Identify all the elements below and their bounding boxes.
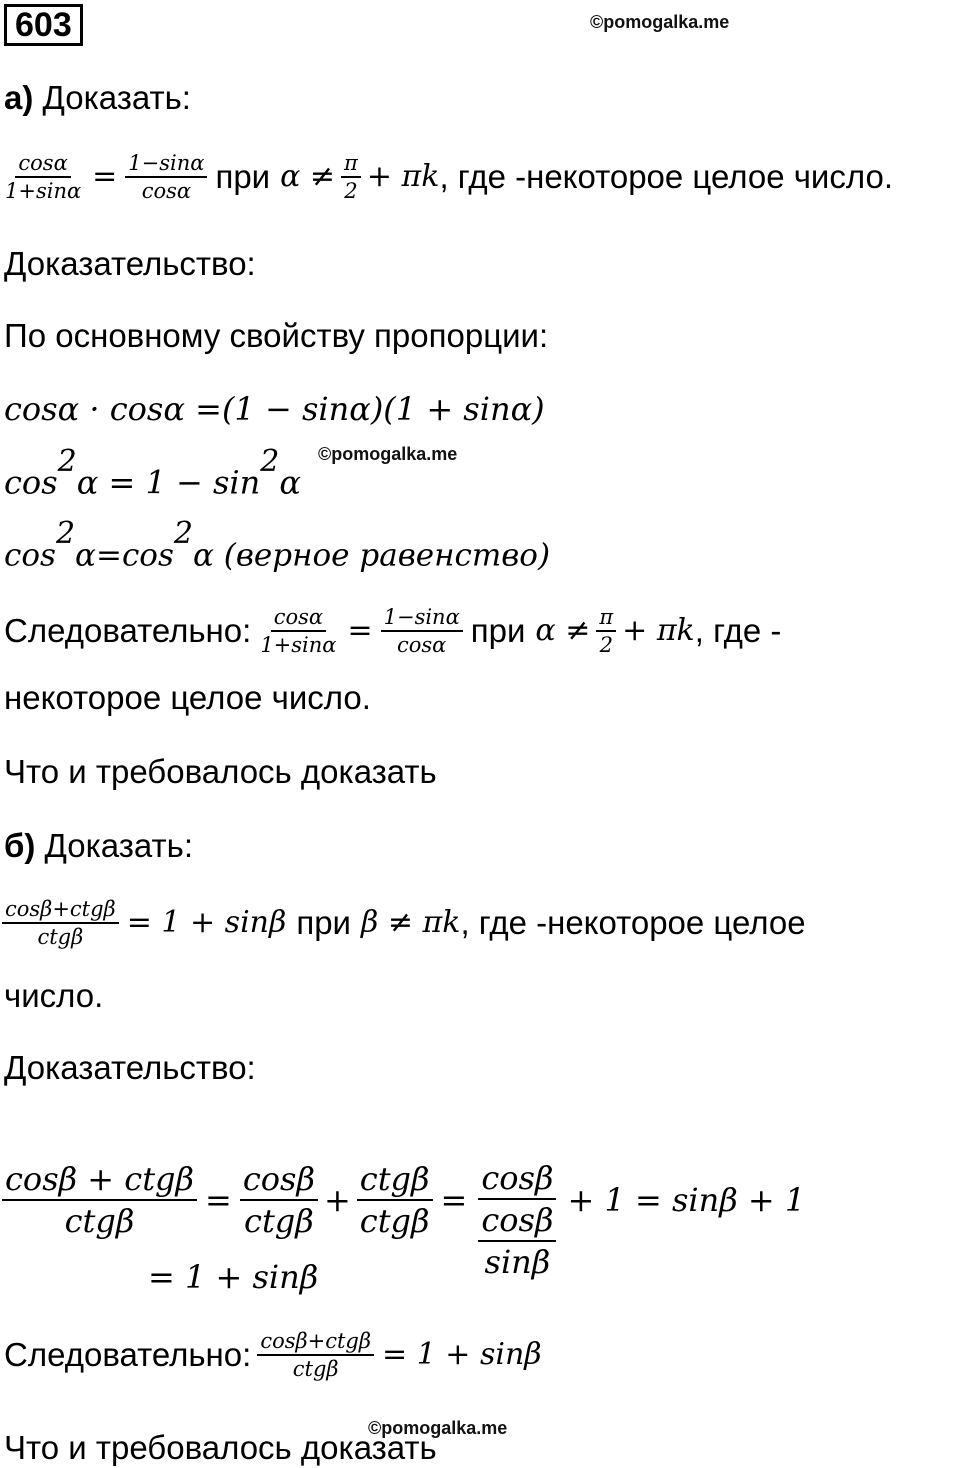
fraction-denominator: 2 bbox=[344, 179, 358, 203]
fraction-denominator: 1+sinα bbox=[5, 179, 82, 203]
part-b-given-line2: число. bbox=[4, 977, 104, 1014]
fraction-numerator: cosα bbox=[271, 604, 326, 632]
given-a-lhs-fraction bbox=[2, 150, 84, 204]
word-pri: при bbox=[470, 612, 526, 649]
exponent: 2 bbox=[55, 516, 76, 551]
fraction-numerator: cosβ bbox=[240, 1159, 318, 1201]
condition-fraction bbox=[341, 150, 361, 204]
part-b-chain-line2: = 1 + sinβ bbox=[148, 1258, 319, 1296]
equals-sign: = bbox=[440, 1181, 468, 1219]
fraction-numerator: cosα bbox=[15, 150, 70, 178]
part-b-task: Доказать: bbox=[44, 827, 193, 864]
fraction-numerator: 1−sinα bbox=[125, 150, 207, 178]
fraction-numerator: cosβ+ctgβ bbox=[257, 1328, 374, 1356]
part-a-given bbox=[2, 150, 893, 204]
condition-fraction bbox=[596, 604, 616, 658]
part-a-line1: По основному свойству пропорции: bbox=[4, 317, 549, 354]
part-a-conclusion bbox=[4, 604, 781, 658]
eq2-part: α bbox=[279, 463, 301, 502]
part-b-proof-label: Доказательство: bbox=[4, 1049, 256, 1086]
part-a-task: Доказать: bbox=[42, 79, 191, 116]
watermark-middle: ©pomogalka.me bbox=[318, 444, 458, 464]
word-pri: при bbox=[296, 904, 351, 941]
part-a-eq1: cosα · cosα =(1 − sinα)(1 + sinα) bbox=[4, 390, 545, 428]
problem-number: 603 bbox=[4, 4, 83, 46]
exponent: 2 bbox=[173, 516, 193, 551]
conclusion-prefix: Следовательно: bbox=[4, 1336, 252, 1373]
condition-tail: + πk bbox=[622, 613, 695, 648]
fraction-denominator: sinβ bbox=[484, 1243, 551, 1281]
chain-fraction-1 bbox=[2, 1159, 197, 1241]
part-a-eq2 bbox=[4, 444, 301, 502]
fraction-numerator: ctgβ bbox=[357, 1159, 433, 1201]
conclusion-a-lhs-fraction bbox=[257, 604, 339, 658]
given-b-condition: β ≠ πk bbox=[360, 905, 461, 940]
part-a-eq3 bbox=[4, 516, 551, 574]
given-b-tail: , где -некоторое целое bbox=[460, 904, 806, 941]
chain-fraction-4 bbox=[475, 1158, 559, 1282]
fraction-denominator: ctgβ bbox=[292, 1357, 339, 1381]
fraction-denominator: 1+sinα bbox=[260, 633, 337, 657]
part-a-qed: Что и требовалось доказать bbox=[4, 753, 437, 790]
part-a-proof-label: Доказательство: bbox=[4, 245, 256, 282]
fraction-denominator: ctgβ bbox=[359, 1202, 430, 1240]
part-a-conclusion-line2: некоторое целое число. bbox=[4, 679, 371, 716]
part-b-proof-chain bbox=[2, 1118, 805, 1282]
equals-sign: = bbox=[205, 1181, 232, 1219]
fraction-numerator: cosβ bbox=[478, 1200, 556, 1242]
conclusion-a-rhs-fraction bbox=[381, 604, 463, 658]
part-b-heading bbox=[4, 826, 193, 866]
part-b-conclusion bbox=[4, 1328, 542, 1382]
given-b-fraction bbox=[2, 896, 119, 950]
conclusion-a-tail: , где - bbox=[694, 612, 782, 649]
fraction-numerator: cosβ + ctgβ bbox=[2, 1159, 197, 1201]
conclusion-b-fraction bbox=[257, 1328, 374, 1382]
part-b-given bbox=[2, 896, 806, 950]
watermark-top: ©pomogalka.me bbox=[590, 12, 730, 32]
equals-sign: = bbox=[347, 613, 373, 648]
part-a-heading bbox=[4, 78, 191, 118]
exponent: 2 bbox=[260, 444, 280, 479]
fraction-denominator: 2 bbox=[599, 633, 613, 657]
part-a-letter: а) bbox=[4, 79, 34, 116]
eq3-part: α (верное равенство) bbox=[192, 537, 551, 574]
fraction-denominator: ctgβ bbox=[37, 925, 84, 949]
fraction-denominator: cosα bbox=[397, 633, 447, 657]
nested-fraction bbox=[475, 1200, 559, 1282]
fraction-numerator: π bbox=[341, 150, 361, 178]
eq3-part: cos bbox=[4, 537, 56, 574]
fraction-denominator: cosα bbox=[141, 179, 192, 203]
fraction-numerator: cosβ+ctgβ bbox=[2, 896, 119, 924]
fraction-numerator: cosβ bbox=[478, 1158, 556, 1200]
plus-sign: + bbox=[323, 1181, 351, 1219]
part-b-letter: б) bbox=[4, 827, 36, 864]
fraction-denominator: ctgβ bbox=[244, 1202, 314, 1240]
given-a-rhs-fraction bbox=[125, 150, 207, 204]
fraction-numerator: 1−sinα bbox=[381, 604, 463, 632]
eq2-part: cos bbox=[4, 463, 58, 502]
given-a-tail: , где -некоторое целое число. bbox=[439, 158, 893, 195]
conclusion-prefix: Следовательно: bbox=[4, 612, 252, 649]
condition-variable: α ≠ bbox=[280, 159, 336, 194]
chain-fraction-3 bbox=[357, 1159, 433, 1241]
fraction-denominator: ctgβ bbox=[64, 1202, 135, 1240]
condition-variable: α ≠ bbox=[535, 613, 591, 648]
condition-tail: + πk bbox=[366, 159, 440, 194]
chain-fraction-2 bbox=[240, 1159, 318, 1241]
watermark-bottom: ©pomogalka.me bbox=[368, 1418, 508, 1438]
equals-sign: = bbox=[92, 159, 118, 194]
eq3-part: α=cos bbox=[75, 537, 174, 574]
word-pri: при bbox=[215, 158, 271, 195]
conclusion-b-rhs: = 1 + sinβ bbox=[382, 1337, 542, 1372]
chain-tail: + 1 = sinβ + 1 bbox=[567, 1181, 806, 1219]
exponent: 2 bbox=[57, 444, 77, 479]
eq2-part: α = 1 − sin bbox=[76, 463, 261, 502]
given-b-rhs: = 1 + sinβ bbox=[126, 905, 287, 940]
part-b-qed: Что и требовалось доказать bbox=[4, 1429, 437, 1466]
fraction-numerator: π bbox=[596, 604, 616, 632]
